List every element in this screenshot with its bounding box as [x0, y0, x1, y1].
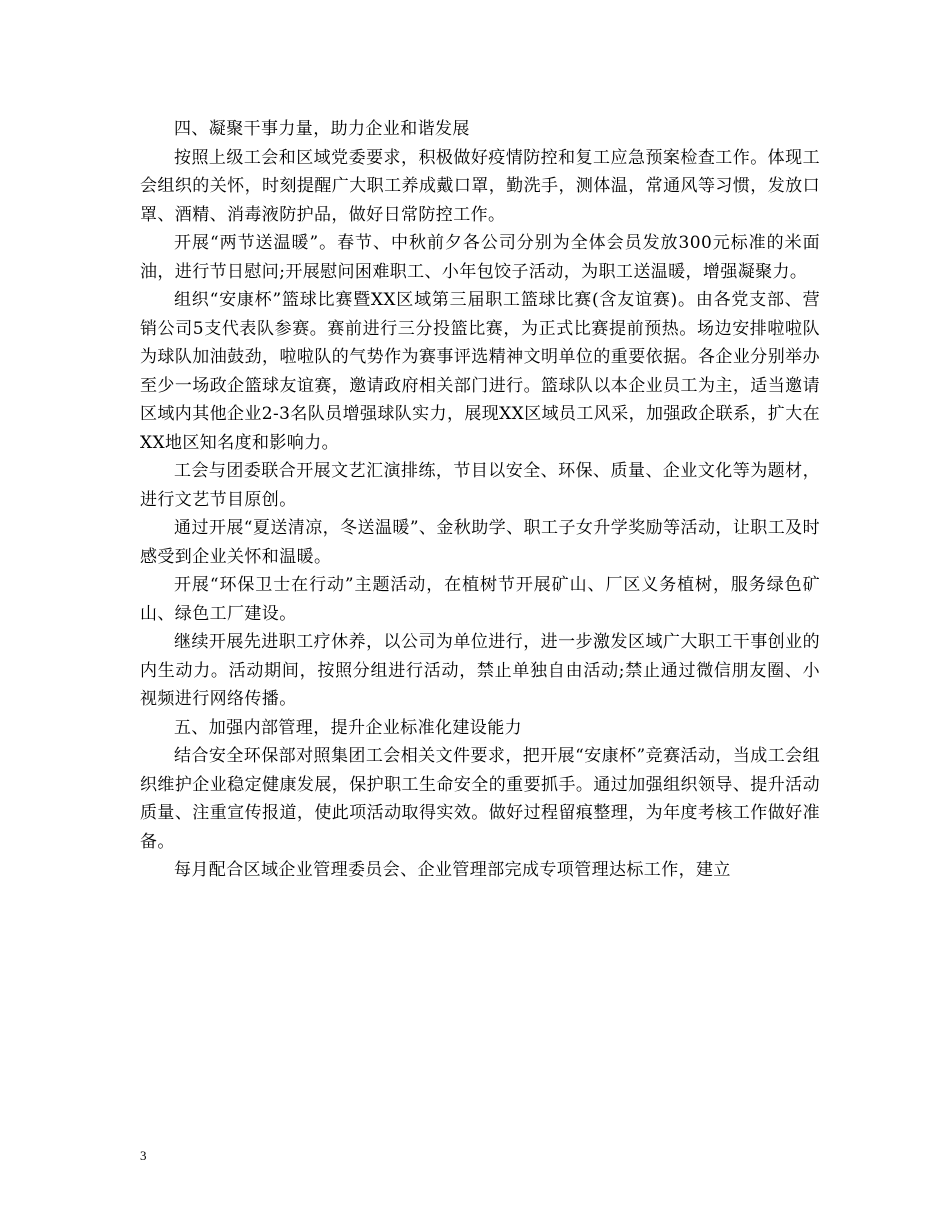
paragraph-epidemic-prevention: 按照上级工会和区域党委要求，积极做好疫情防控和复工应急预案检查工作。体现工会组织的关怀，时刻提醒广大职工养成戴口罩，勤洗手，测体温，常通风等习惯，发放口罩、酒精、消毒液防护品，做好日常防控工作。 — [140, 147, 820, 225]
section-heading-5: 五、加强内部管理，提升企业标准化建设能力 — [174, 717, 522, 738]
page-number: 3 — [140, 1148, 147, 1163]
section-heading-4: 四、凝聚干事力量，助力企业和谐发展 — [174, 119, 470, 139]
paragraph-monthly-management: 每月配合区域企业管理委员会、企业管理部完成专项管理达标工作，建立 — [174, 860, 731, 880]
paragraph-recuperation: 继续开展先进职工疗休养，以公司为单位进行，进一步激发区域广大职工干事创业的内生动力。活动期间，按照分组进行活动，禁止单独自由活动;禁止通过微信朋友圈、小视频进行网络传播。 — [140, 632, 820, 709]
paragraph-care-activities: 通过开展“夏送清凉，冬送温暖”、金秋助学、职工子女升学奖励等活动，让职工及时感受到企业关怀和温暖。 — [140, 518, 820, 567]
paragraph-tree-planting: 开展“环保卫士在行动”主题活动，在植树节开展矿山、厂区义务植树，服务绿色矿山、绿色工厂建设。 — [140, 575, 820, 624]
document-body — [140, 115, 820, 885]
paragraph-ankang-cup: 结合安全环保部对照集团工会相关文件要求，把开展“安康杯”竞赛活动，当成工会组织维护企业稳定健康发展，保护职工生命安全的重要抓手。通过加强组织领导、提升活动质量、注重宣传报道，使此项活动取得实效。做好过程留痕整理，为年度考核工作做好准备。 — [140, 746, 820, 852]
paragraph-art-performance: 工会与团委联合开展文艺汇演排练，节目以安全、环保、质量、企业文化等为题材，进行文艺节目原创。 — [140, 461, 820, 510]
paragraph-basketball: 组织“安康杯”篮球比赛暨XX区域第三届职工篮球比赛(含友谊赛)。由各党支部、营销公司5支代表队参赛。赛前进行三分投篮比赛，为正式比赛提前预热。场边安排啦啦队为球队加油鼓劲，啦啦队的气势作为赛事评选精神文明单位的重要依据。各企业分别举办至少一场政企篮球友谊赛，邀请政府相关部门进行。篮球队以本企业员工为主，适当邀请区域内其他企业2-3名队员增强球队实力，展现XX区域员工风采，加强政企联系，扩大在XX地区知名度和影响力。 — [140, 290, 820, 453]
paragraph-festival-warmth: 开展“两节送温暖”。春节、中秋前夕各公司分别为全体会员发放300元标准的米面油，进行节日慰问;开展慰问困难职工、小年包饺子活动，为职工送温暖，增强凝聚力。 — [140, 233, 820, 282]
